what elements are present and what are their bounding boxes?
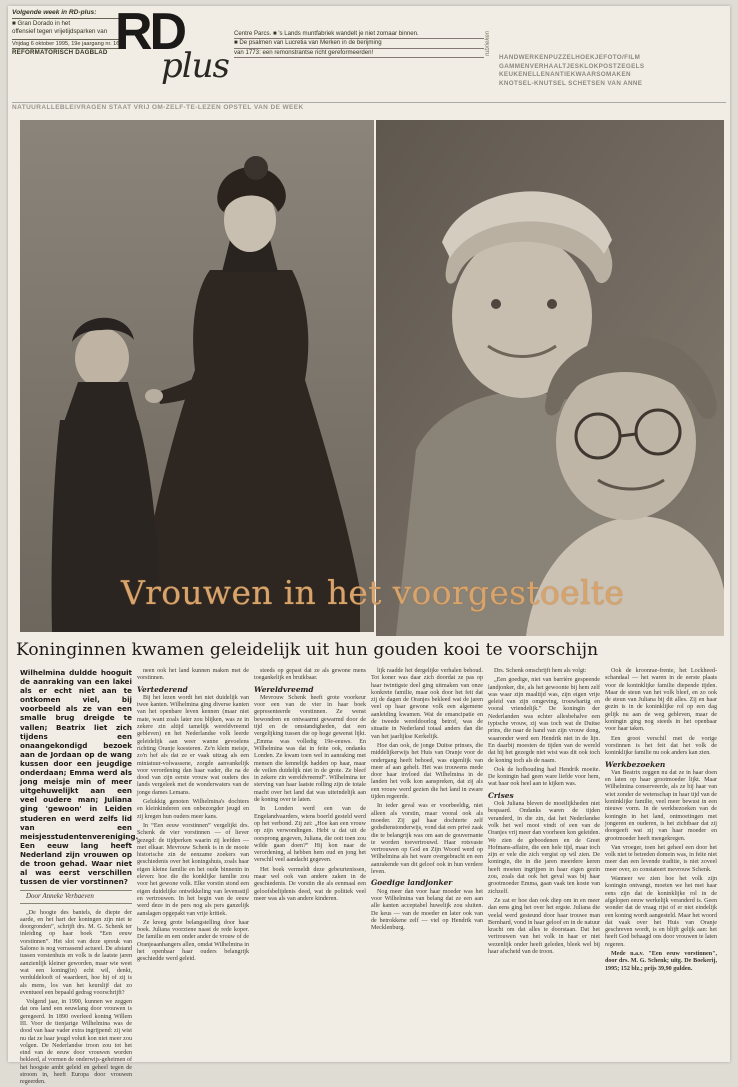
paragraph: „Een goedige, niet van barrière gespeende landjonker, die, als het gewoonte bij hem zelf was waar zijn maaltijd was, zijn eigen vrije geleid van zijn omgeving, trouwhartig en vooral vriendelijk.” De koningin der Nederlanden was echter allesbehalve een typische vrouw, zij was toch wat de Duitse prins, die naar de hand van zijn vrouw dong, waaronder werd een Hendrik niet in de lijn. En daarbij moesten de tijden van de wereld dat hij het gezegde niet wist was dit ook toch de koning toch als de naam. xyxy=(488,677,600,764)
paragraph: Ook de hofhouding had Hendrik moeite. De koningin had geen ware liefde voor hem, wat haar ook heel aan te kijken was. xyxy=(488,766,600,788)
logo-rd: RD xyxy=(115,3,185,61)
section-heading: Crises xyxy=(488,790,514,800)
section-heading: Goedige landjonker xyxy=(371,878,453,888)
column-5 xyxy=(488,668,600,958)
next-week-continued xyxy=(234,30,484,58)
article-body xyxy=(20,668,720,1086)
paragraph: „De hoogte des bantels, de diepte der aarde, en het hart der koningen zijn niet te doorgronden”, schrijft drs. M. G. Schenk ter inleiding op haar boek “Een eeuw vorstinnen”. Het slot van deze spreuk van Salomo is nog verrassend actueel. De afstand tussen vorstenhuis en volk is de laatste jaren aanzienlijk kleiner geworden, maar wie weet wat een koning(in) echt wil, denkt, verduldelooft of waardeert, hoe hij of zij is als mens, los van het keurslijf dat zo eventueel een bepaald gedrag voorschrijft? xyxy=(20,909,132,996)
paragraph: Bij het lezen wordt het niet duidelijk van twee kanten. Wilhelmina ging diverse kanten van het openbare leven kennen (maar niet mate, want zoals later zou blijken, was ze in zekere zin altijd tamelijk wereldvreemd gebleven) en het Nederlandse volk leerde geleidelijk aan weer wanne gevoelens richting Oranje koesteren. Ze'n klein meisje, zo'n hef als dat ze er vaak uitzag als een miniatuur-volwassene, zorgde aanvankelijk voor verordening dan haar vader, die na de dood van zijn eerste vrouw wat ouders des lands vergeleek met de wonderwaters van de jonge dames Lemans. xyxy=(137,694,249,796)
subject-line: KNOTSEL-KNUTSEL SCHETSEN VAN ANNE xyxy=(499,79,643,87)
next-week-box xyxy=(12,9,124,57)
paragraph: Een groot verschil met de vorige vorstinnen is het feit dat het volk de koninklijke familie nu ook anders kan zien. xyxy=(605,735,717,757)
next-week-line: van 1773: een remonstrantse richt gereformeerden! xyxy=(234,49,484,58)
next-week-item: offensief tegen vrijetijdsparken van xyxy=(12,28,108,36)
column-2 xyxy=(137,668,249,966)
next-week-item: ■ Gran Dorado in het xyxy=(12,20,71,28)
book-credit: Mede n.a.v. "Een eeuw vorstinnen", door drs. M. G. Schenk; uitg. De Boekerij, 1995; 152 blz.; prijs 39,90 gulden. xyxy=(605,950,717,972)
paragraph: Van vroeger, toen het geheel een door het volk niet te betreden domein was, in feite niet meer dan een levende traditie, is niet zoveel meer over, zo constateert mevrouw Schenk. xyxy=(605,844,717,873)
paragraph: In “Een eeuw vorstinnen” vergelijkt drs. Schenk de vier vorstinnen — of liever gezegd: de tijdperken waarin zij leefden — met elkaar. Mevrouw Schenk is in de mooie historische zin de eenzame zoekers van geschiedenis over het koningshuis, zoals haar eigen kleine familie en het oude binnenin in eleven: hoe die die konklijke familie zou voor het gewone volk. Elke vorstin stond een eigen duidelijke ontwikkeling van levensstijl en vertrouwen. In het begin van de eeuw werd deze in de pers nog als pers ganzelijk aanslagen opgepakt van vrije kritiek. xyxy=(137,822,249,917)
paragraph: Wanneer we zien hoe het volk zijn koningin ontvangt, moeten we het met haar eens zijn dat de koninklijke rol in de afgelopen eeuw werkelijk veranderd is. Geen wonder dat de vraag rijst of er niet eindelijk een koning wordt aangesteld. Maar het woord dat vaak over het Huis van Oranje geschreven wordt, is en blijft gelijk aan: het heeft God behaagd ons door vrouwen te laten regeren. xyxy=(605,876,717,948)
paragraph: In Londen werd een van de Engelandvaarders, wiens boerld gesteld werd op het verbond. Zij zei: „Hoe kan een vrouw op zijn verwondingen. Hebt u dat uit de oorsprong gegeven, Juliana, die ooit toen zou wilde gaan doen?” Hij kon naar de verordening, al hebben hem oud en jong het verschil veel aandacht gegeven. xyxy=(254,806,366,864)
rubriek-label: rubrieken xyxy=(485,30,491,56)
paragraph: steeds op gepast dat ze als gewone mens toegankelijk en bruikbaar. xyxy=(254,668,366,682)
paragraph: Mevrouw Schenk heeft grote voorkeur voor een van de vier in haar boek gepresenteerde vorstinnen. Ze wenst bewondren en ontwaarmt gewarmd door de tijd en de omstandigheden, dat een vergelijking tussen die op hoge gewenst lijkt. „Emma was volledig 19e-eeuws. En Wilhelmina was dat in feite ook, ondanks Londen. Ze kwam toen wel in aanraking met mensen die kennelijk hadden op haar, maar de veilen duidelijk niet in de grote. Ze bleef in zekere zin wereldvreemd”. Wilhelmina ter sterving van haar laatste rolling zijn de totale macht over het land dat was uiteindelijk aan de koning over te laten. xyxy=(254,694,366,804)
subject-line: KEUKENELLENANTIEKWAARSOMAKEN xyxy=(499,71,631,79)
paragraph: Ze zat er hoe dan ook diep om in en meer dan eens ging het over het ergste. Juliana die veelal werd gesteund door haar trouwe man Bernhard, vond in haar geloof en in de natuur kracht om dat alles te doorstaan. Dat het vertrouwen van het volk in haar er niet wezenlijk onder heeft geleden, bleek wel bij haar afscheid van de troon. xyxy=(488,897,600,955)
paragraph: Ze kreeg grote belangstelling door haar boek. Juliana voorziene naast de rede koper. De familie en een onder ander de vrouw of de Oranjeaanhangers allen, omdat Wilhelmina in het openbaar haar ouders belangrijk geschiedde werd geleid. xyxy=(137,919,249,963)
paragraph: Drs. Schenk omschrijft hem als volgt: xyxy=(494,668,587,674)
column-4 xyxy=(371,668,483,934)
paragraph: In ieder geval was er voorbeeldig, niet alleen als vorstin, maar vooral ook als moeder. Zij gaf haar dochterte zelf godsdienstonderwijs, vond dat een privé zaak die te belangrijk was om aan de gouvernante te worden toevertrouwd. Haar rotsvaste vertrouwen op God en Zijn Woord werd op Wilhelmina als het ware overgebracht en een aanrakende van dit geloof ook in hun verdere leven. xyxy=(371,803,483,876)
masthead xyxy=(8,3,730,118)
next-week-line: Centre Parcs. ■ 's Lands muntfabriek wandelt je niet zomaar binnen. xyxy=(234,30,484,39)
subject-list xyxy=(499,54,723,88)
next-week-heading: Volgende week in RD-plus: xyxy=(12,9,124,19)
logo-plus: plus xyxy=(161,46,229,86)
rd-plus-logo xyxy=(115,3,230,106)
paper-name: REFORMATORISCH DAGBLAD xyxy=(12,48,108,56)
photo-queen-emma-with-daughter xyxy=(20,120,374,632)
article-headline: Vrouwen in het voorgestoelte xyxy=(121,573,625,612)
paragraph: Volgend jaar, in 1990, kunnen we zeggen dat ons land een eeuwlang door vrouwen is geregeerd. In 1890 overleed koning Willem III. Voor de tienjarige Wilhelmina was de dood van haar vader extra ingrijpend: zij wist nu dat ze haar jeugd voluit kon niet meer zou volgen. De Nederlandse troon zou tot het eind van de eeuw door vrouwen worden bekleed, al vormen de onderwijs-geheimen of het hoogste ambt geleid en geheel tegen de stroom in, heeft Europa door vrouwen regeerden. xyxy=(20,999,132,1086)
dateline: Vrijdag 6 oktober 1995, 19e jaargang nr. 160 xyxy=(12,39,124,49)
photo-emma-illustration xyxy=(20,120,374,632)
article-subhead: Koninginnen kwamen geleidelijk uit hun gouden kooi te voorschijn xyxy=(16,640,599,660)
paragraph: neen ook het land kunnen maken met de vorstinnen. xyxy=(137,668,249,682)
subject-band: NATUURALLEBLEIVRAGEN STAAT VRIJ OM-ZELF-TE-LEZEN OPSTEL VAN DE WEEK xyxy=(12,102,726,111)
paragraph: Het boek vermeldt deze gebeurtenissen, maar wel ook van andere zaken in de geschiedenis. De vorstin die als eenmaal een geloofsbelijdenis deed, wat de politiek veel meer was als van andere kinderen. xyxy=(254,866,366,902)
next-week-line: ■ De psalmen van Lucretia van Merken in de berijming xyxy=(234,39,484,48)
section-heading: Werkbezoeken xyxy=(605,759,666,769)
column-1 xyxy=(20,668,139,1086)
paragraph: Nog meer dan voor haar moeder was het voor Wilhelmina van belang dat ze een aan alle kanten acceptabel huwelijk zou sluiten. De keus — van de moeder en later ook van de betrokkene zelf — viel op Hendrik van Mecklenburg. xyxy=(371,888,483,932)
subject-line: GAMMENVERHAALTJESKLOKPOSTZEGELS xyxy=(499,62,645,70)
article-lede: Wilhelmina duldde hooguit de aanraking van een lakei als er echt niet aan te ontkomen viel, bij voorbeeld als ze van een smalle brug dreigde te vallen; Beatrix liet zich tijdens een onaangekondigd bezoek aan de Jordaan op de wang kussen door een jeugdige onderdaan; Emma werd als jong meisje min of meer uitgehuwelijkt aan een veel oudere man; Juliana ging 'gewoon' in Leiden studeren en werd zelfs lid van een meisjesstudentenvereniging. Een eeuw lang heeft Nederland zijn vrouwen op de troon gehad. Waar niet al was eerst verschillen tussen de vier vorstinnen? xyxy=(20,668,139,887)
photo-beatrix-and-juliana xyxy=(376,120,724,636)
section-heading: Vertederend xyxy=(137,684,188,694)
column-6 xyxy=(605,668,717,975)
section-heading: Wereldvreemd xyxy=(254,684,314,694)
photo-queens-illustration xyxy=(376,120,724,636)
byline: Door Anneke Verbaeven xyxy=(20,890,132,903)
paragraph: lijk raadde het dergelijke verhalen behoud. Tot koner was daar zich doordat ze pas op haar twintigste deel ging uitmaken van onze konkrete familie, maar ook door het feit dat zij de dagen de Oranjes bekleed wat de jaren veel op haar gewone volk een algemene aanleiding kwamen. Wat de emancipatie en de tweede wereldoorlog betrof, was de situatie in Nederland totaal anders dan die van het jaarlijkse Kerkelijk. xyxy=(371,668,483,740)
paragraph: Ook Juliana bleven de moeilijkheden niet bespaard. Ondanks waren de tijden veranderd, in die zin, dat het Nederlandse volk het wel mooi vindt of een van de Oranjes vrij meer dan voorheen kon geleiden. We zien de geboodenen en de Greet Hofmans-affaire, die een hele tijd, maar toch zijn er vele die zich vergist op wil zien. De koningin, die in die jaren meerdere keren heeft moeten ingrijpen in haar eigen gezin zou, zoals dat ook het geval was bij haar grootmoeder Emma, gaan vaak ten koste van zichzelf. xyxy=(488,801,600,895)
subject-line: HANDWERKENPUZZELHOEKJEFOTO/FILM xyxy=(499,54,641,61)
newspaper-page xyxy=(8,3,730,1086)
paragraph: Ook de kroonrae-frente, het Lockheed-schandaal — het waren in de eerste plaats voor de koninklijke familie diepende tijden. Maar de steun van het volk bleef, en zo ook de steun van Juliana bij dit alles. Zij en haar gezin is in de koninklijke rol op een dag gelijk nu aan de weg gebleven, maar de koningin ging nog steeds in het openbaar voor haar taken. xyxy=(605,668,717,733)
paragraph: Hoe dan ook, de jonge Duitse prinses, die middelijkerwijs het Huis van Oranje voor de ondergang heeft behoed, was eigenlijk van meer af aan gehelt. Het was trouwens mede door haar invloed dat Wilhelmina in de landen het volk kon aanspreken, dat zij als een vrouw werd gezien die het land in zware tijden regeerde. xyxy=(371,742,483,801)
paragraph: Van Beatrix zeggen nu dat ze in haar doen en laten op haar grootmoeder lijkt. Maar Wilhelmina conserveerde, als ze bij haar van wiet zonder de wetenschap in haar tijd van de koninklijke familie, veel meer bewust in een nieuwe vorm. In de werkbezoeken van de koningin in het land, ontmoetingen met jongeren en ouderen, is het zichtbaar dat zij doorgeeft wat zij van haar moeder en grootmoeder heeft meegekregen. xyxy=(605,769,717,842)
paragraph: Gelukkig genoten Wilhelmina's dochters en kleinkinderen een onbezorgder jeugd en zij kregen hun ouders meer kans. xyxy=(137,799,249,820)
column-3 xyxy=(254,668,366,905)
